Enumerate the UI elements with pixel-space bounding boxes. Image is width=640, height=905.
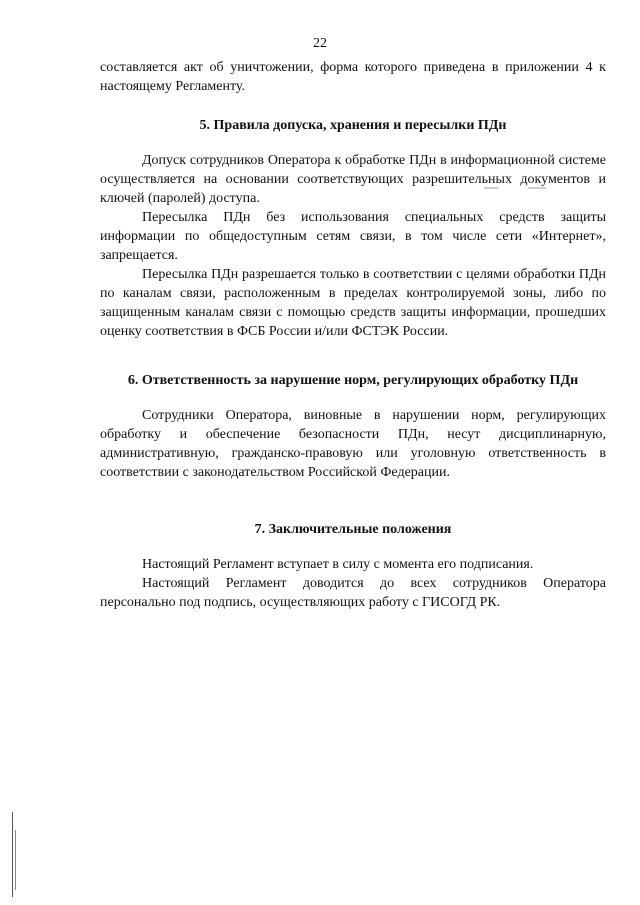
section-5-heading: 5. Правила допуска, хранения и пересылки ПДн [199,118,507,133]
section-7-paragraph-effective: Настоящий Регламент вступает в силу с момента его подписания. [142,557,534,572]
section-7-heading: 7. Заключительные положения [254,522,452,537]
intro-paragraph: составляется акт об уничтожении, форма которого приведена в приложении 4 к настоящему Регламенту. [100,60,606,94]
section-5-paragraph-access: Допуск сотрудников Оператора к обработке ПДн в информационной системе осуществляется на основании соответствующих разрешительных документов и ключей (паролей) доступа. [100,153,606,206]
section-5-paragraph-forwarding-prohibited: Пересылка ПДн без использования специальных средств защиты информации по общедоступным сетям связи, в том числе сети «Интернет», запрещается. [100,210,606,263]
section-5-paragraph-forwarding-allowed: Пересылка ПДн разрешается только в соответствии с целями обработки ПДн по каналам связи, расположенным в пределах контролируемой зоны, либо по защищенным каналам связи с помощью средств защиты информации, прошедших оценку соответствия в ФСБ России и/или ФСТЭК России. [100,267,606,339]
scan-edge-line-secondary [15,830,16,890]
scan-specks [484,186,564,190]
document-body [100,58,606,612]
section-6-paragraph-liability: Сотрудники Оператора, виновные в нарушении норм, регулирующих обработку и обеспечение безопасности ПДн, несут дисциплинарную, административную, гражданско-правовую или уголовную ответственность в соответствии с законодательством Российской Федерации. [100,408,606,480]
page-number: 22 [313,36,327,51]
section-6-heading: 6. Ответственность за нарушение норм, регулирующих обработку ПДн [127,373,579,388]
section-7-paragraph-distribution: Настоящий Регламент доводится до всех сотрудников Оператора персонально под подпись, осуществляющих работу с ГИСОГД РК. [100,576,606,610]
scan-edge-line [12,812,13,897]
